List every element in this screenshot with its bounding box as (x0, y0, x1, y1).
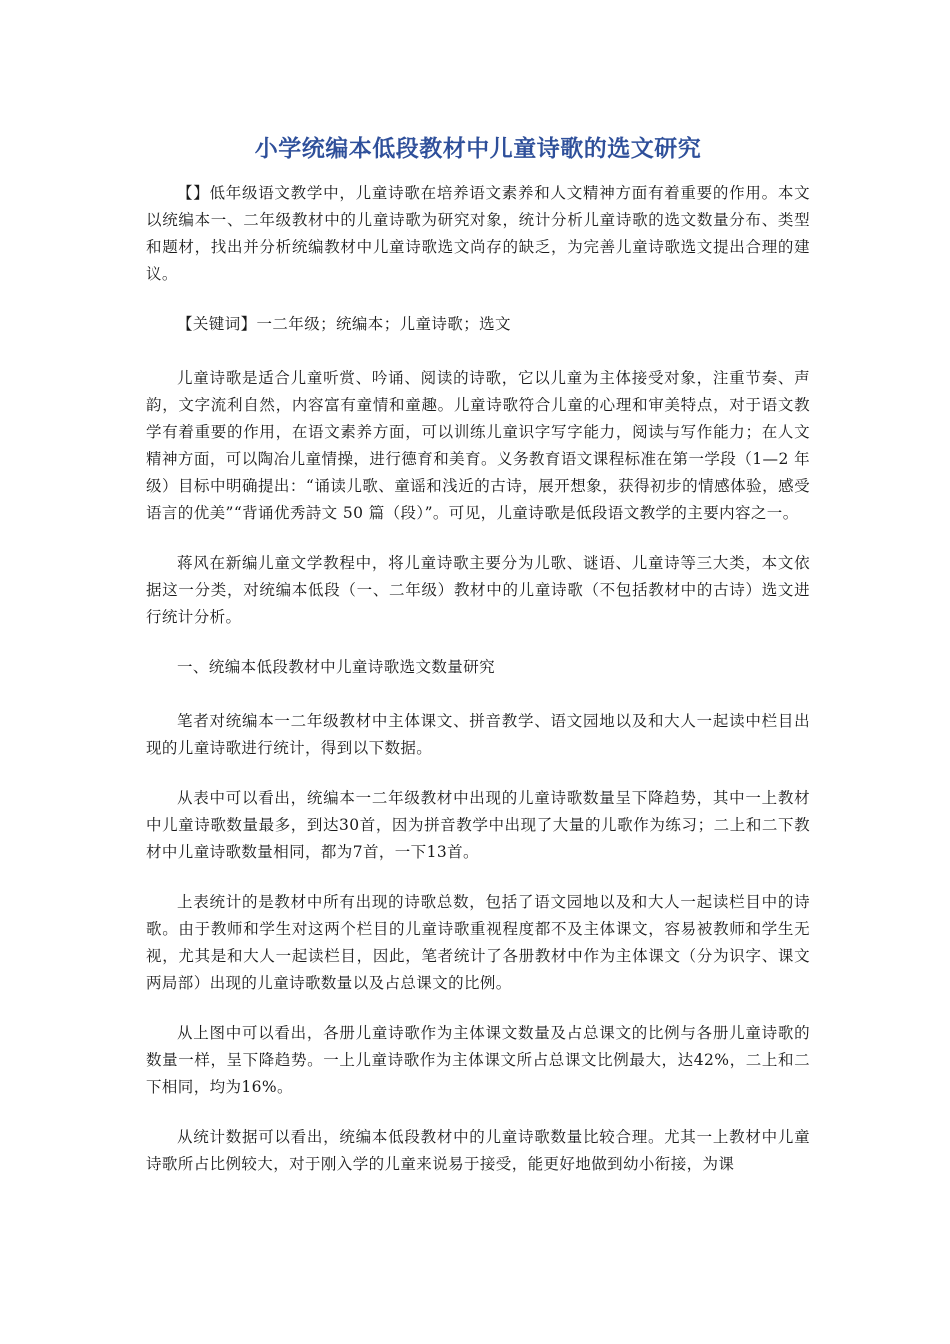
body-paragraph: 从表中可以看出，统编本一二年级教材中出现的儿童诗歌数量呈下降趋势，其中一上教材中儿童诗歌数量最多，到达30首，因为拼音教学中出现了大量的儿歌作为练习；二上和二下教材中儿童诗歌数量相同，都为7首，一下13首。 (146, 789, 810, 861)
abstract-paragraph: 【】低年级语文教学中，儿童诗歌在培养语文素养和人文精神方面有着重要的作用。本文以统编本一、二年级教材中的儿童诗歌为研究对象，统计分析儿童诗歌的选文数量分布、类型和题材，找出并分析统编教材中儿童诗歌选文尚存的缺乏，为完善儿童诗歌选文提出合理的建议。 (146, 184, 810, 283)
document-page (146, 126, 810, 1201)
body-paragraph: 从上图中可以看出，各册儿童诗歌作为主体课文数量及占总课文的比例与各册儿童诗歌的数量一样，呈下降趋势。一上儿童诗歌作为主体课文所占总课文比例最大，达42%，二上和二下相同，均为16%。 (146, 1024, 810, 1096)
body-paragraph: 蒋风在新编儿童文学教程中，将儿童诗歌主要分为儿歌、谜语、儿童诗等三大类，本文依据这一分类，对统编本低段（一、二年级）教材中的儿童诗歌（不包括教材中的古诗）选文进行统计分析。 (146, 554, 810, 626)
document-title: 小学统编本低段教材中儿童诗歌的选文研究 (254, 136, 702, 162)
body-paragraph: 上表统计的是教材中所有出现的诗歌总数，包括了语文园地以及和大人一起读栏目中的诗歌。由于教师和学生对这两个栏目的儿童诗歌重视程度都不及主体课文，容易被教师和学生无视，尤其是和大人一起读栏目，因此，笔者统计了各册教材中作为主体课文（分为识字、课文两局部）出现的儿童诗歌数量以及占总课文的比例。 (146, 893, 810, 992)
body-paragraph: 笔者对统编本一二年级教材中主体课文、拼音教学、语文园地以及和大人一起读中栏目出现的儿童诗歌进行统计，得到以下数据。 (146, 712, 810, 757)
body-paragraph: 儿童诗歌是适合儿童听赏、吟诵、阅读的诗歌，它以儿童为主体接受对象，注重节奏、声韵，文字流利自然，内容富有童情和童趣。儿童诗歌符合儿童的心理和审美特点，对于语文教学有着重要的作用，在语文素养方面，可以训练儿童识字写字能力，阅读与写作能力；在人文精神方面，可以陶冶儿童情操，进行德育和美育。义务教育语文课程标准在第一学段（1—2 年级）目标中明确提出：“诵读儿歌、童谣和浅近的古诗，展开想象，获得初步的情感体验，感受语言的优美”“背诵优秀詩文 50 篇（段）”。可见，儿童诗歌是低段语文教学的主要内容之一。 (146, 369, 810, 522)
body-paragraph: 从统计数据可以看出，统编本低段教材中的儿童诗歌数量比较合理。尤其一上教材中儿童诗歌所占比例较大，对于刚入学的儿童来说易于接受，能更好地做到幼小衔接，为课 (146, 1128, 810, 1173)
section-heading: 一、统编本低段教材中儿童诗歌选文数量研究 (177, 658, 496, 676)
keywords-paragraph: 【关键词】一二年级；统编本；儿童诗歌；选文 (177, 315, 511, 333)
